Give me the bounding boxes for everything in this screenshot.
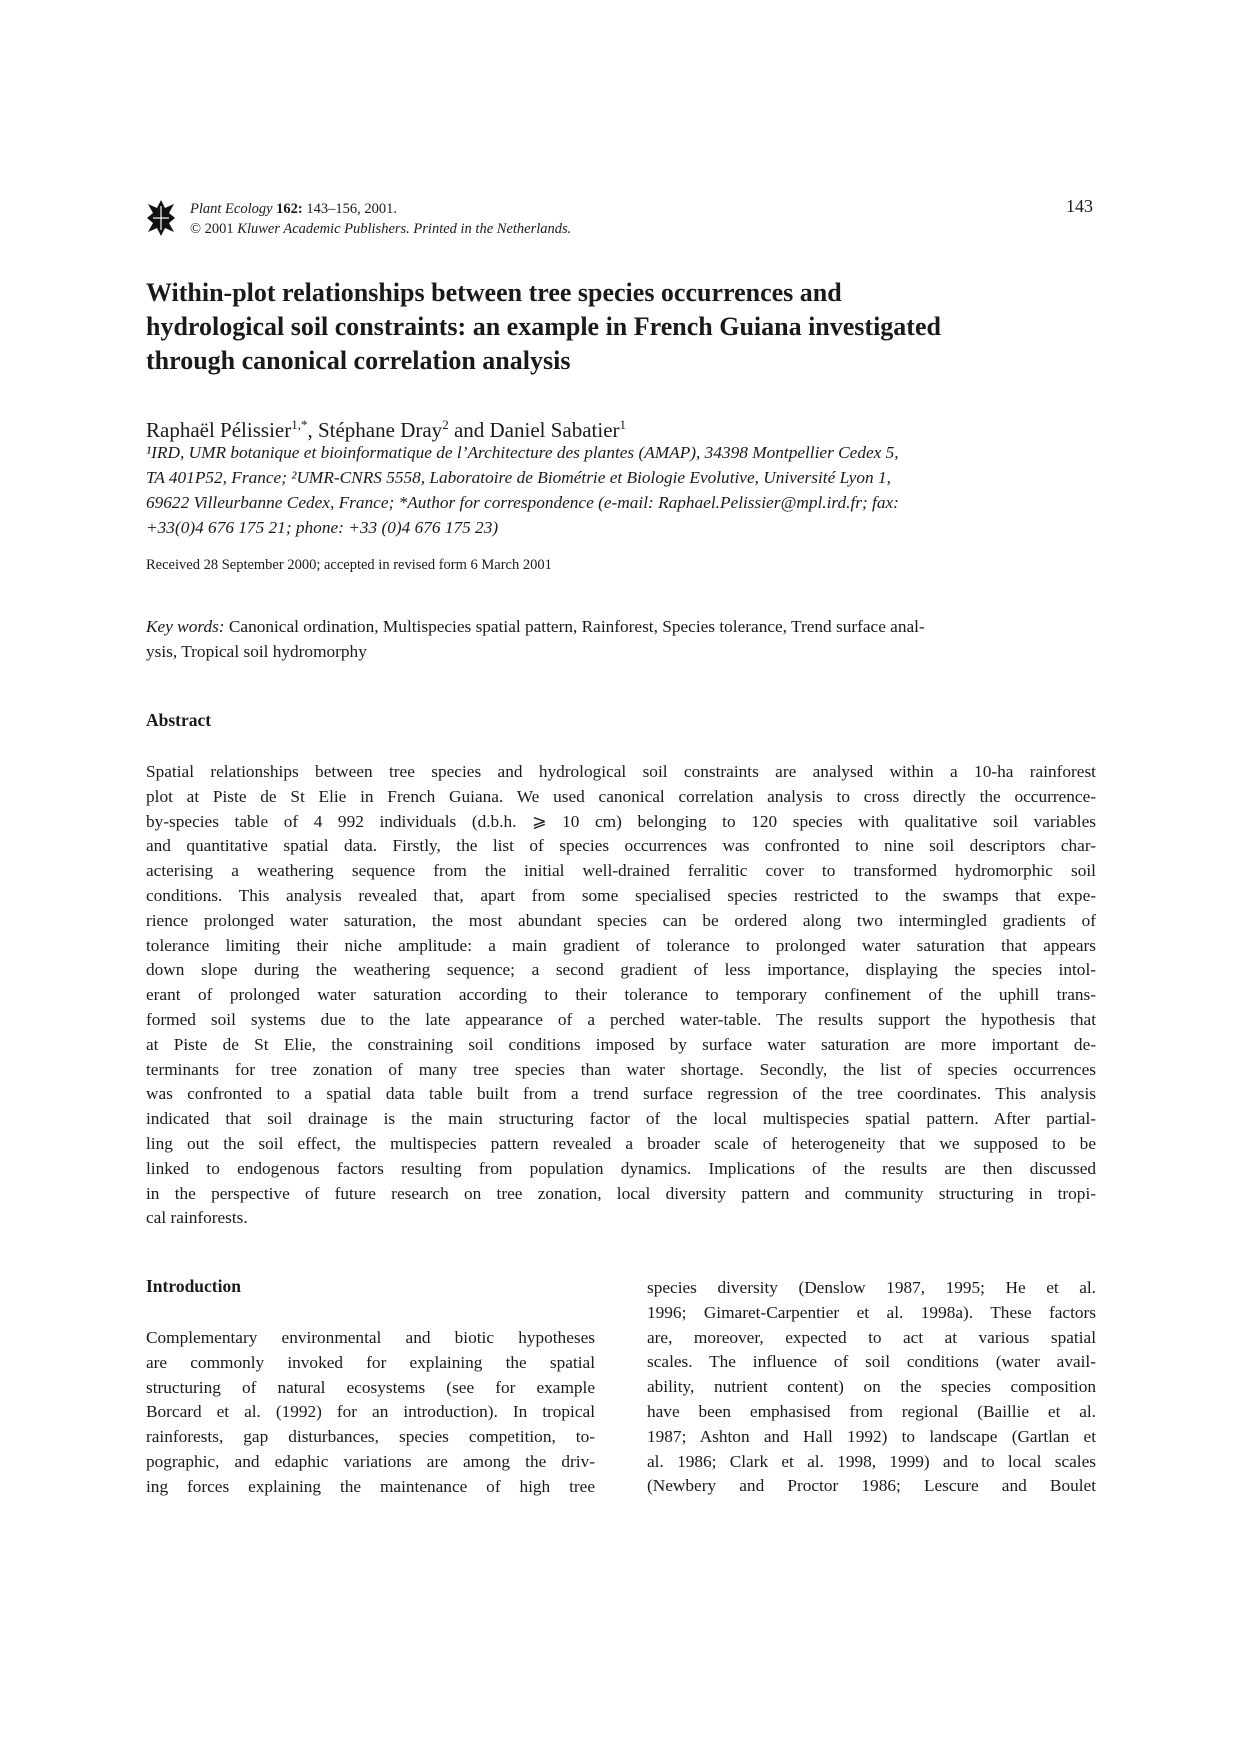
abstract-line: down slope during the weathering sequence; a second gradient of less importance, displaying the species intol- (146, 960, 1096, 980)
abstract-line: tolerance limiting their niche amplitude: a main gradient of tolerance to prolonged water saturation that appears (146, 935, 1096, 955)
introduction-right-column (647, 1276, 1096, 1499)
title-line: through canonical correlation analysis (146, 346, 571, 375)
keywords-label: Key words: (146, 617, 225, 636)
copyright-line (190, 219, 571, 239)
abstract-heading: Abstract (146, 710, 212, 730)
author-name: , Stéphane Dray (307, 418, 443, 442)
abstract-line: Spatial relationships between tree species and hydrological soil constraints are analysed within a 10-ha rainforest (146, 762, 1096, 781)
journal-header (190, 199, 571, 239)
abstract-line: and quantitative spatial data. Firstly, the list of species occurrences was confronted to nine soil descriptors char- (146, 836, 1096, 856)
received-date: Received 28 September 2000; accepted in revised form 6 March 2001 (146, 557, 552, 573)
body-line: al. 1986; Clark et al. 1998, 1999) and to local scales (647, 1451, 1096, 1471)
copyright: © 2001 (190, 221, 234, 237)
abstract-line: ling out the soil effect, the multispecies pattern revealed a broader scale of heterogeneity that we supposed to be (146, 1133, 1096, 1153)
abstract-line: in the perspective of future research on tree zonation, local diversity pattern and community structuring in tropi- (146, 1183, 1096, 1203)
body-line: 1996; Gimaret-Carpentier et al. 1998a). These factors (647, 1302, 1096, 1322)
journal-name: Plant Ecology (190, 201, 273, 217)
author-affiliation-mark: 1,* (291, 417, 308, 432)
body-line: ability, nutrient content) on the species composition (647, 1377, 1096, 1397)
abstract-line: indicated that soil drainage is the main structuring factor of the local multispecies spatial pattern. After partial- (146, 1109, 1096, 1129)
abstract-line: formed soil systems due to the late appearance of a perched water-table. The results support the hypothesis that (146, 1009, 1096, 1029)
abstract-line: rience prolonged water saturation, the most abundant species can be ordered along two intermingled gradients of (146, 910, 1096, 930)
affiliation-line: TA 401P52, France; ²UMR-CNRS 5558, Laboratoire de Biométrie et Biologie Evolutive, Université Lyon 1, (146, 468, 891, 487)
abstract-line: erant of prolonged water saturation according to their tolerance to temporary confinement of the uphill trans- (146, 985, 1096, 1005)
body-line: structuring of natural ecosystems (see for example (146, 1377, 595, 1397)
abstract-line: conditions. This analysis revealed that, apart from some specialised species restricted to the swamps that expe- (146, 885, 1096, 905)
body-line: rainforests, gap disturbances, species competition, to- (146, 1427, 595, 1447)
body-line: Complementary environmental and biotic hypotheses (146, 1328, 595, 1347)
introduction-left-column (146, 1326, 595, 1500)
abstract-line: by-species table of 4 992 individuals (d.b.h. ⩾ 10 cm) belonging to 120 species with qualitative soil variables (146, 811, 1096, 831)
introduction-heading: Introduction (146, 1276, 241, 1296)
keywords-line: ysis, Tropical soil hydromorphy (146, 642, 367, 661)
body-line: ing forces explaining the maintenance of high tree (146, 1476, 595, 1496)
abstract-line: acterising a weathering sequence from the initial well-drained ferralitic cover to transformed hydromorphic soil (146, 861, 1096, 881)
abstract-line: linked to endogenous factors resulting from population dynamics. Implications of the results are then discussed (146, 1158, 1096, 1178)
body-line: species diversity (Denslow 1987, 1995; He et al. (647, 1278, 1096, 1297)
keywords (146, 614, 1096, 664)
author-affiliation-mark: 1 (619, 417, 627, 432)
abstract-text (146, 760, 1096, 1231)
body-line: pographic, and edaphic variations are among the driv- (146, 1451, 595, 1471)
publisher-logo-icon (146, 198, 176, 238)
body-line: have been emphasised from regional (Baillie et al. (647, 1401, 1096, 1421)
body-line: scales. The influence of soil conditions (water avail- (647, 1352, 1096, 1372)
author-list (146, 412, 626, 443)
author-name: and Daniel Sabatier (448, 418, 620, 442)
affiliations (146, 440, 1101, 540)
author-name: Raphaël Pélissier (146, 418, 292, 442)
abstract-line: terminants for tree zonation of many tree species than water shortage. Secondly, the list of species occurrences (146, 1059, 1096, 1079)
abstract-line: at Piste de St Elie, the constraining soil conditions imposed by surface water saturation are more important de- (146, 1034, 1096, 1054)
journal-pages: 143–156, 2001. (306, 201, 398, 217)
abstract-line: plot at Piste de St Elie in French Guiana. We used canonical correlation analysis to cross directly the occurrence- (146, 786, 1096, 806)
affiliation-line: ¹IRD, UMR botanique et bioinformatique de l’Architecture des plantes (AMAP), 34398 Montpellier Cedex 5, (146, 443, 899, 462)
title-line: Within-plot relationships between tree species occurrences and (146, 278, 842, 307)
body-line: 1987; Ashton and Hall 1992) to landscape (Gartlan et (647, 1426, 1096, 1446)
journal-volume: 162: (276, 201, 303, 217)
abstract-line: was confronted to a spatial data table built from a trend surface regression of the tree coordinates. This analysis (146, 1084, 1096, 1104)
title-line: hydrological soil constraints: an example in French Guiana investigated (146, 312, 941, 341)
journal-citation (190, 199, 571, 219)
keywords-text: Canonical ordination, Multispecies spatial pattern, Rainforest, Species tolerance, Trend surface anal- (224, 617, 925, 636)
body-line: are, moreover, expected to act at various spatial (647, 1327, 1096, 1347)
body-line: are commonly invoked for explaining the spatial (146, 1352, 595, 1372)
affiliation-line: 69622 Villeurbanne Cedex, France; *Author for correspondence (e-mail: Raphael.Pelissier@mpl.ird.fr; fax: (146, 493, 899, 512)
author-affiliation-mark: 2 (442, 417, 449, 432)
body-line: Borcard et al. (1992) for an introduction). In tropical (146, 1402, 595, 1422)
publisher: Kluwer Academic Publishers. Printed in the Netherlands. (237, 221, 572, 237)
paper-title (146, 276, 1106, 378)
abstract-line: cal rainforests. (146, 1208, 248, 1228)
body-line: (Newbery and Proctor 1986; Lescure and Boulet (647, 1476, 1096, 1496)
affiliation-line: +33(0)4 676 175 21; phone: +33 (0)4 676 175 23) (146, 518, 499, 537)
keywords-line (146, 614, 1096, 639)
page-number: 143 (1066, 196, 1093, 216)
